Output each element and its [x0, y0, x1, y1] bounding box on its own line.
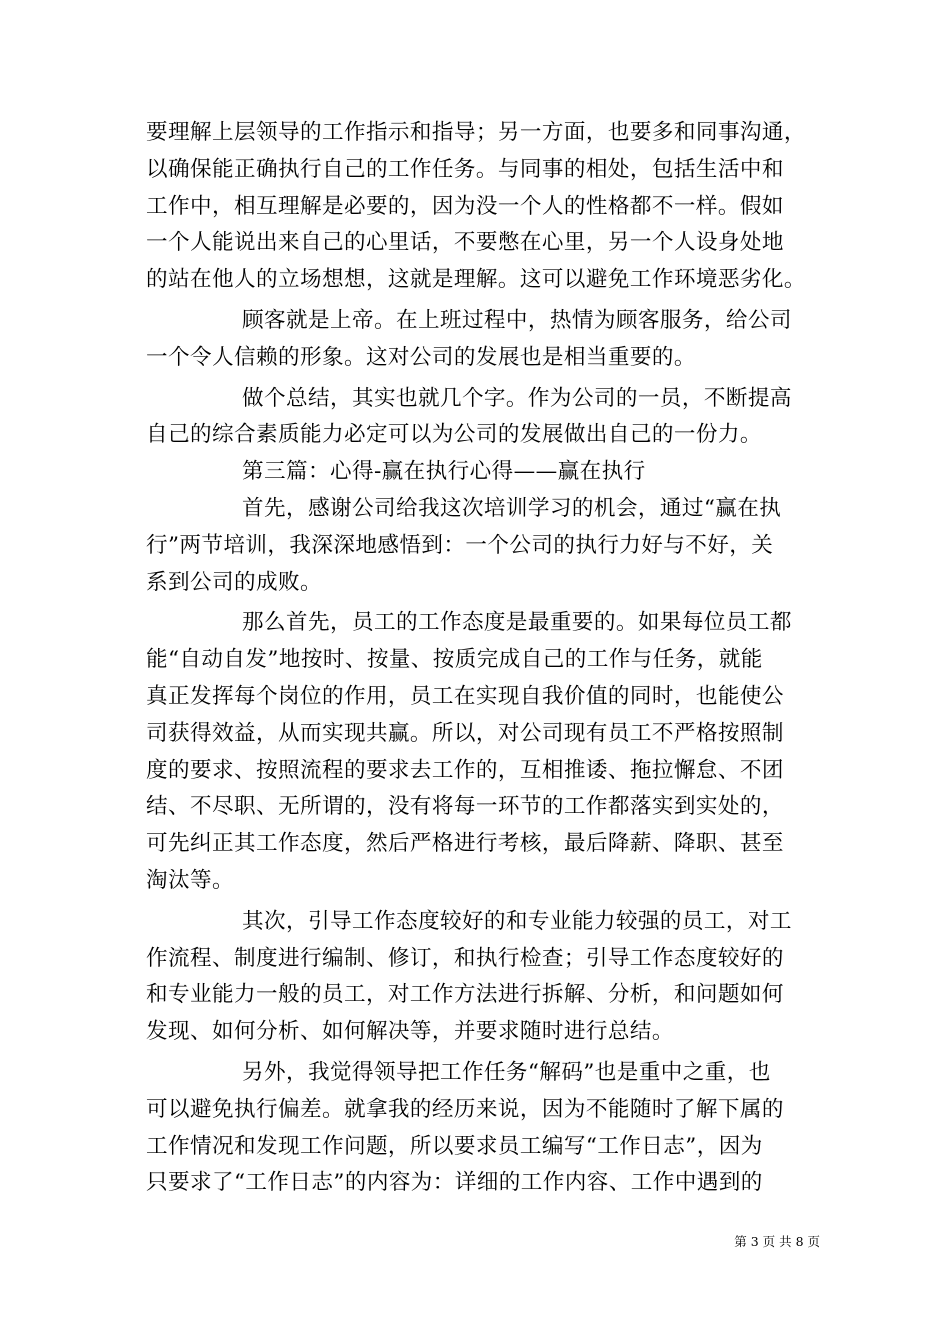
text-line: 和专业能力一般的员工，对工作方法进行拆解、分析，和问题如何: [146, 982, 784, 1008]
text-line: 那么首先，员工的工作态度是最重要的。如果每位员工都: [242, 610, 792, 636]
paragraph-decoding: [146, 1055, 816, 1202]
text-line: 的站在他人的立场想想，这就是理解。这可以避免工作环境恶劣化。: [146, 267, 806, 293]
paragraph-guidance: [146, 904, 816, 1051]
text-line: 度的要求、按照流程的要求去工作的，互相推诿、拖拉懈怠、不团: [146, 757, 784, 783]
section-heading: [146, 454, 816, 491]
text-line: 淘汰等。: [146, 867, 234, 893]
paragraph-attitude: [146, 605, 816, 899]
text-line: 司获得效益，从而实现共赢。所以，对公司现有员工不严格按照制: [146, 720, 784, 746]
text-line: 能“自动自发”地按时、按量、按质完成自己的工作与任务，就能: [146, 647, 763, 673]
paragraph-thanks: [146, 491, 816, 601]
text-line: 顾客就是上帝。在上班过程中，热情为顾客服务，给公司: [242, 307, 792, 333]
text-line: 工作中，相互理解是必要的，因为没一个人的性格都不一样。假如: [146, 193, 784, 219]
text-line: 可以避免执行偏差。就拿我的经历来说，因为不能随时了解下属的: [146, 1096, 784, 1122]
text-line: 一个令人信赖的形象。这对公司的发展也是相当重要的。: [146, 344, 696, 370]
text-line: 要理解上层领导的工作指示和指导；另一方面，也要多和同事沟通，: [146, 120, 806, 145]
text-line: 可先纠正其工作态度，然后严格进行考核，最后降薪、降职、甚至: [146, 831, 784, 857]
text-line: 另外，我觉得领导把工作任务“解码”也是重中之重，也: [242, 1059, 771, 1085]
text-line: 做个总结，其实也就几个字。作为公司的一员，不断提高: [242, 385, 792, 411]
page-number: 第 3 页 共 8 页: [734, 1234, 820, 1249]
text-line: 只要求了“工作日志”的内容为：详细的工作内容、工作中遇到的: [146, 1170, 763, 1196]
text-line: 结、不尽职、无所谓的，没有将每一环节的工作都落实到实处的，: [146, 794, 784, 820]
text-line: 系到公司的成败。: [146, 569, 322, 595]
text-line: 以确保能正确执行自己的工作任务。与同事的相处，包括生活中和: [146, 156, 784, 182]
text-line: 作流程、制度进行编制、修订，和执行检查；引导工作态度较好的: [146, 945, 784, 971]
text-line: 自己的综合素质能力必定可以为公司的发展做出自己的一份力。: [146, 422, 762, 448]
paragraph-summary: [146, 381, 816, 455]
text-line: 首先，感谢公司给我这次培训学习的机会，通过“赢在执: [242, 495, 782, 521]
text-line: 一个人能说出来自己的心里话，不要憋在心里，另一个人设身处地: [146, 230, 784, 256]
text-line: 工作情况和发现工作问题，所以要求员工编写“工作日志”，因为: [146, 1133, 763, 1159]
document-body: [146, 115, 816, 1202]
text-line: 发现、如何分析、如何解决等，并要求随时进行总结。: [146, 1019, 674, 1045]
paragraph-customer: [146, 303, 816, 377]
paragraph-continued: [146, 115, 816, 299]
text-line: 行”两节培训，我深深地感悟到：一个公司的执行力好与不好，关: [146, 532, 774, 558]
text-line: 真正发挥每个岗位的作用，员工在实现自我价值的同时，也能使公: [146, 683, 784, 709]
heading-text: 第三篇：心得-赢在执行心得——赢在执行: [242, 459, 646, 485]
text-line: 其次，引导工作态度较好的和专业能力较强的员工，对工: [242, 908, 792, 934]
